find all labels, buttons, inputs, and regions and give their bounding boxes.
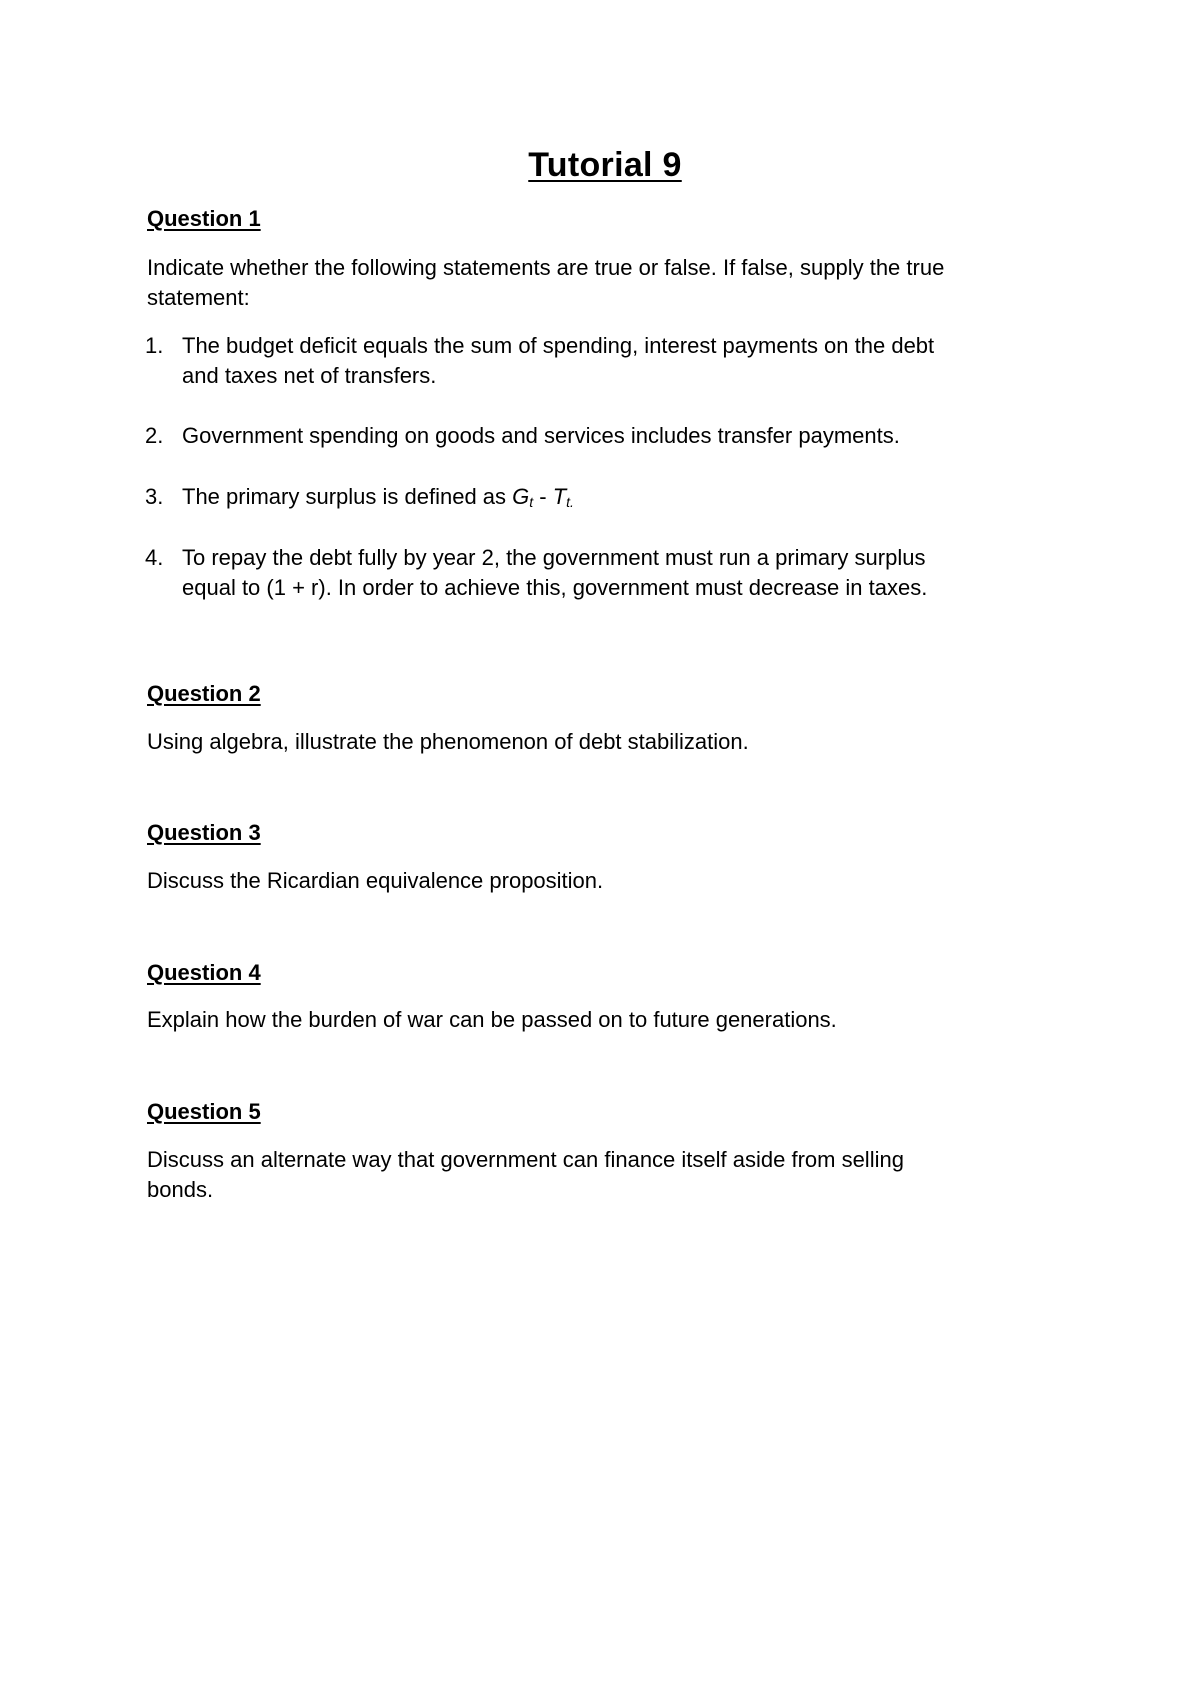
question-5-line-2: bonds. (147, 1177, 214, 1202)
statement-number: 1. (145, 333, 164, 358)
variable-t: T (552, 484, 567, 509)
statement-line: To repay the debt fully by year 2, the government must run a primary surplus (182, 545, 926, 570)
question-1-intro-line-2: statement: (147, 285, 250, 310)
question-4-heading: Question 4 (147, 960, 261, 985)
minus-sign: - (533, 484, 553, 509)
subscript-t: t (529, 494, 534, 510)
question-2-heading: Question 2 (147, 681, 261, 706)
question-1-intro-line-1: Indicate whether the following statements are true or false. If false, supply the true (147, 255, 945, 280)
statement-number: 4. (145, 545, 164, 570)
question-4-text: Explain how the burden of war can be passed on to future generations. (147, 1007, 837, 1032)
question-5-line-1: Discuss an alternate way that government can finance itself aside from selling (147, 1147, 904, 1172)
statement-line: Government spending on goods and services includes transfer payments. (182, 423, 900, 448)
statement-item (145, 421, 1045, 451)
statement-item (145, 331, 1045, 391)
variable-g: G (512, 484, 530, 509)
statement-number: 3. (145, 484, 164, 509)
question-5-heading: Question 5 (147, 1099, 261, 1124)
statement-line: equal to (1 + r). In order to achieve this, government must decrease in taxes. (182, 575, 928, 600)
statement-line: The budget deficit equals the sum of spending, interest payments on the debt (182, 333, 935, 358)
question-1-heading: Question 1 (147, 206, 261, 231)
statement-item (145, 543, 1045, 603)
statement-number: 2. (145, 423, 164, 448)
question-3-heading: Question 3 (147, 820, 261, 845)
statement-line (182, 482, 1045, 517)
statement-line: and taxes net of transfers. (182, 363, 437, 388)
statement-item (145, 482, 1045, 517)
question-3-text: Discuss the Ricardian equivalence proposition. (147, 868, 604, 893)
statement-prefix: The primary surplus is defined as (182, 484, 513, 509)
question-1-intro (147, 253, 1047, 313)
question-5-text (147, 1145, 1047, 1205)
subscript-t: t. (566, 494, 574, 510)
page-title: Tutorial 9 (528, 146, 682, 184)
question-2-text: Using algebra, illustrate the phenomenon of debt stabilization. (147, 729, 749, 754)
